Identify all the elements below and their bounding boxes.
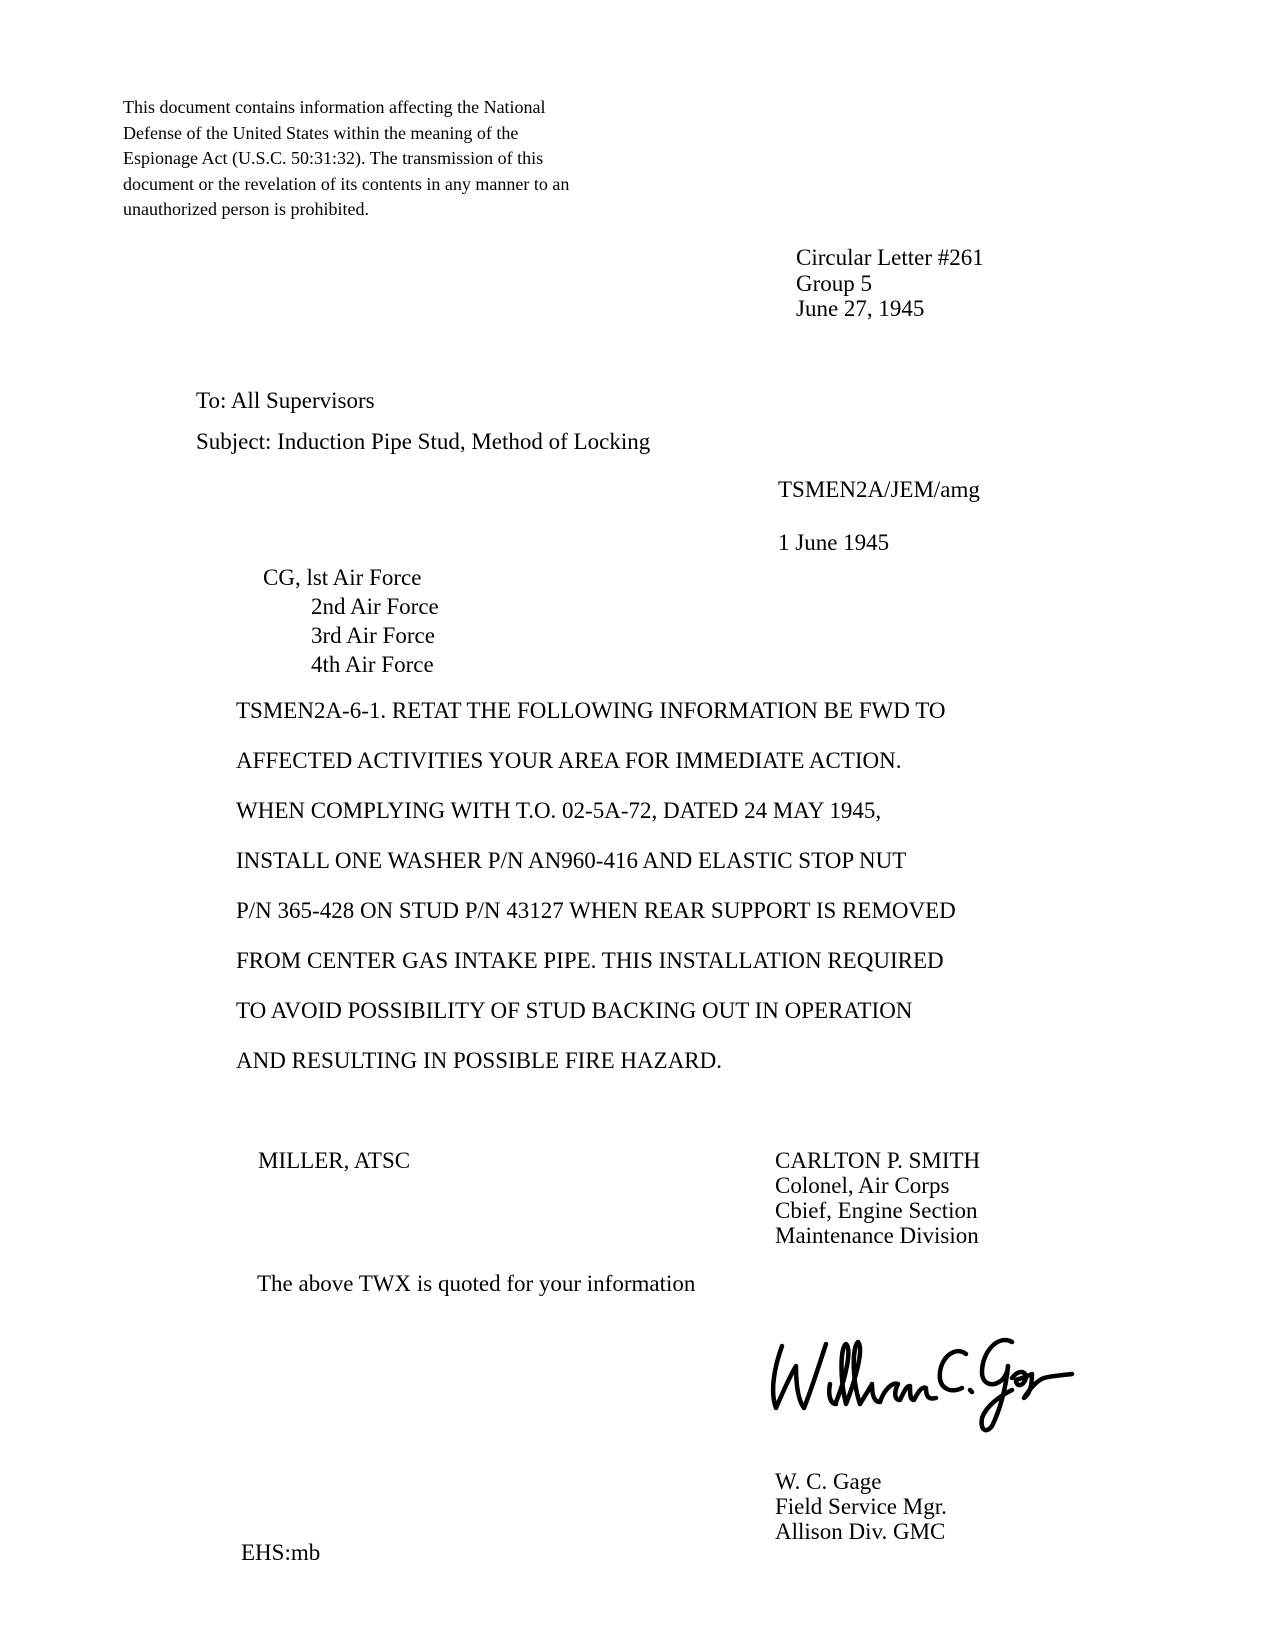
addressee-list xyxy=(263,563,439,679)
reference-date: 1 June 1945 xyxy=(778,530,890,555)
sender-title: Cbief, Engine Section xyxy=(775,1198,978,1223)
body-line: WHEN COMPLYING WITH T.O. 02-5A-72, DATED 24 MAY 1945, xyxy=(236,798,882,823)
circular-letter-number: Circular Letter #261 xyxy=(796,245,984,270)
body-line: AFFECTED ACTIVITIES YOUR AREA FOR IMMEDIATE ACTION. xyxy=(236,748,902,773)
to-line: To: All Supervisors xyxy=(196,388,375,413)
typist-initials: EHS:mb xyxy=(241,1540,321,1565)
sender-rank: Colonel, Air Corps xyxy=(775,1173,950,1198)
notice-line: Defense of the United States within the meaning of the xyxy=(123,122,519,143)
letter-date: June 27, 1945 xyxy=(796,296,925,321)
addressee: 4th Air Force xyxy=(311,652,434,677)
body-line: FROM CENTER GAS INTAKE PIPE. THIS INSTALLATION REQUIRED xyxy=(236,948,944,973)
sender-name: CARLTON P. SMITH xyxy=(775,1148,981,1173)
reference-code: TSMEN2A/JEM/amg xyxy=(778,477,980,502)
body-line: P/N 365-428 ON STUD P/N 43127 WHEN REAR SUPPORT IS REMOVED xyxy=(236,898,956,923)
group-number: Group 5 xyxy=(796,270,873,296)
body-line: INSTALL ONE WASHER P/N AN960-416 AND ELASTIC STOP NUT xyxy=(236,848,907,873)
signer-title: Field Service Mgr. xyxy=(775,1494,947,1519)
body-line: TSMEN2A-6-1. RETAT THE FOLLOWING INFORMATION BE FWD TO xyxy=(236,698,946,723)
notice-line: document or the revelation of its contents in any manner to an xyxy=(123,173,570,194)
quoted-note: The above TWX is quoted for your information xyxy=(257,1271,696,1296)
signer-organization: Allison Div. GMC xyxy=(775,1519,946,1544)
signer-name: W. C. Gage xyxy=(775,1469,882,1494)
message-body xyxy=(236,696,1056,1096)
notice-line: Espionage Act (U.S.C. 50:31:32). The transmission of this xyxy=(123,148,544,168)
addressee: CG, lst Air Force xyxy=(263,565,422,590)
subject-line: Subject: Induction Pipe Stud, Method of Locking xyxy=(196,429,651,454)
handwritten-signature xyxy=(760,1318,1080,1443)
notice-line: This document contains information affecting the National xyxy=(123,97,546,117)
addressee: 2nd Air Force xyxy=(311,594,439,619)
sender-left: MILLER, ATSC xyxy=(258,1148,411,1173)
notice-line: unauthorized person is prohibited. xyxy=(123,199,369,219)
signer-block xyxy=(775,1469,947,1544)
letter-header xyxy=(796,245,984,322)
sender-right-block xyxy=(775,1148,980,1248)
sender-division: Maintenance Division xyxy=(775,1223,979,1248)
security-notice xyxy=(123,95,643,223)
body-line: AND RESULTING IN POSSIBLE FIRE HAZARD. xyxy=(236,1048,723,1073)
body-line: TO AVOID POSSIBILITY OF STUD BACKING OUT IN OPERATION xyxy=(236,998,913,1023)
addressee: 3rd Air Force xyxy=(311,623,435,648)
